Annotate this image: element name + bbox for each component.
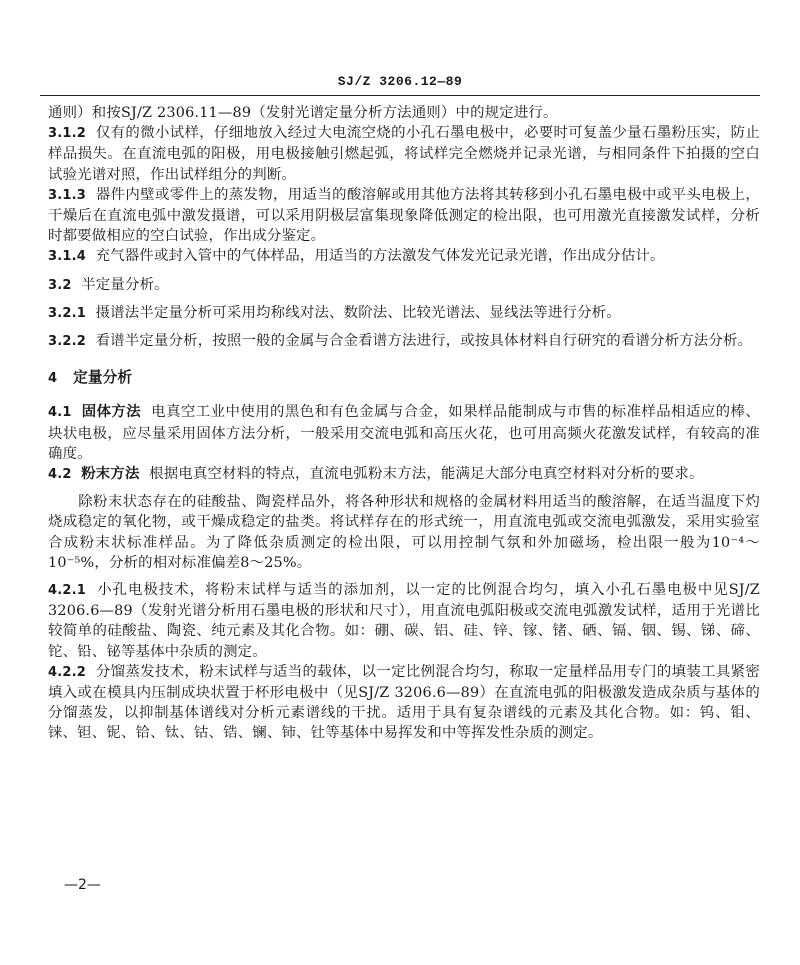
- section-4-heading: [48, 368, 760, 389]
- paragraph-4-1: [48, 402, 760, 464]
- document-body: [48, 103, 760, 744]
- clause-text: 仅有的微小试样，仔细地放入经过大电流空烧的小孔石墨电极中，必要时可复盖少量石墨粉压实，防止样品损失。在直流电弧的阳极，用电极接触引燃起弧，将试样完全燃烧并记录光谱，与相同条件下拍摄的空白试验光谱对照，作出试样组分的判断。: [48, 125, 760, 183]
- section-3-2: [48, 275, 760, 296]
- clause-number: 4.2: [48, 467, 72, 483]
- clause-text: 充气器件或封入管中的气体样品，用适当的方法激发气体发光记录光谱，作出成分估计。: [95, 248, 665, 265]
- clause-number: 3.2: [48, 277, 72, 293]
- paragraph-3-1-3: [48, 185, 760, 247]
- clause-text: 摄谱法半定量分析可采用均称线对法、数阶法、比较光谱法、显线法等进行分析。: [95, 304, 621, 321]
- clause-number: 3.1.4: [48, 249, 87, 265]
- paragraph-continuation: 通则）和按SJ/Z 2306.11—89（发射光谱定量分析方法通则）中的规定进行。: [48, 105, 558, 121]
- clause-number: 3.1.3: [48, 187, 87, 203]
- paragraph-3-1-4: [48, 246, 760, 267]
- clause-number: 3.1.2: [48, 126, 87, 142]
- clause-text: 器件内壁或零件上的蒸发物，用适当的酸溶解或用其他方法将其转移到小孔石墨电极中或平头电极上，干燥后在直流电弧中激发摄谱，可以采用阴极层富集现象降低测定的检出限，也可用激光直接激发试样，分析时都要做相应的空白试验，作出成分鉴定。: [48, 186, 760, 245]
- paragraph-4-2-body: 除粉末状态存在的硅酸盐、陶瓷样品外，将各种形状和规格的金属材料用适当的酸溶解，在适当温度下灼烧成稳定的氧化物，或干燥成稳定的盐类。将试样存在的形式统一，用直流电弧或交流电弧激发，采用实验室合成粉末状标准样品。为了降低杂质测定的检出限，可以用控制气氛和外加磁场，检出限一般为10⁻⁴～10⁻⁵%，分析的相对标准偏差8～25%。: [48, 494, 760, 571]
- standard-code-header: SJ/Z 3206.12—89: [337, 74, 463, 89]
- clause-text: 小孔电极技术，将粉末试样与适当的添加剂，以一定的比例混合均匀，填入小孔石墨电极中见SJ/Z 3206.6—89（发射光谱分析用石墨电极的形状和尺寸），用直流电弧阳极或交流电弧激发试样，适用于光谱比较简单的硅酸盐、陶瓷、纯元素及其化合物。如：硼、碳、铝、硅、锌、镓、锗、硒、镉、铟、锡、锑、碲、铊、铅、铋等基体中杂质的测定。: [48, 582, 760, 660]
- clause-number: 3.2.2: [48, 334, 87, 350]
- paragraph-3-2-2: [48, 331, 760, 352]
- paragraph-4-2-1: [48, 580, 760, 662]
- clause-text: 根据电真空材料的特点，直流电弧粉末方法，能满足大部分电真空材料对分析的要求。: [149, 466, 704, 483]
- paragraph-4-2: [48, 464, 760, 485]
- clause-title: 固体方法: [81, 403, 142, 421]
- paragraph-3-1-2: [48, 123, 760, 185]
- clause-text: 分馏蒸发技术，粉末试样与适当的载体，以一定比例混合均匀，称取一定量样品用专门的填装工具紧密填入或在模具内压制成块状置于杯形电极中（见SJ/Z 3206.6—89）在直流电弧的阳极激发造成杂质与基体的分馏蒸发，以抑制基体谱线对分析元素谱线的干扰。适用于具有复杂谱线的元素及其化合物。如：钨、钼、铼、钽、铌、铪、钛、钴、锆、镧、铈、钍等基体中易挥发和中等挥发性杂质的测定。: [48, 663, 760, 742]
- clause-text: 半定量分析。: [81, 276, 169, 293]
- clause-text: 看谱半定量分析，按照一般的金属与合金看谱方法进行，或按具体材料自行研究的看谱分析方法分析。: [95, 333, 753, 350]
- section-number: 4: [48, 371, 58, 387]
- clause-number: 4.2.2: [48, 664, 87, 680]
- paragraph-4-2-2: [48, 662, 760, 744]
- page-number: —2—: [64, 877, 101, 893]
- section-title: 定量分析: [73, 369, 133, 387]
- clause-text: 电真空工业中使用的黑色和有色金属与合金，如果样品能制成与市售的标准样品相适应的棒、块状电极，应尽量采用固体方法分析，一般采用交流电弧和高压火花，也可用高频火花激发试样，有较高的准确度。: [48, 404, 760, 462]
- clause-number: 3.2.1: [48, 305, 87, 321]
- clause-title: 粉末方法: [81, 465, 140, 483]
- clause-number: 4.1: [48, 405, 72, 421]
- header-rule: [40, 95, 760, 96]
- paragraph-3-2-1: [48, 303, 760, 324]
- clause-number: 4.2.1: [48, 583, 87, 599]
